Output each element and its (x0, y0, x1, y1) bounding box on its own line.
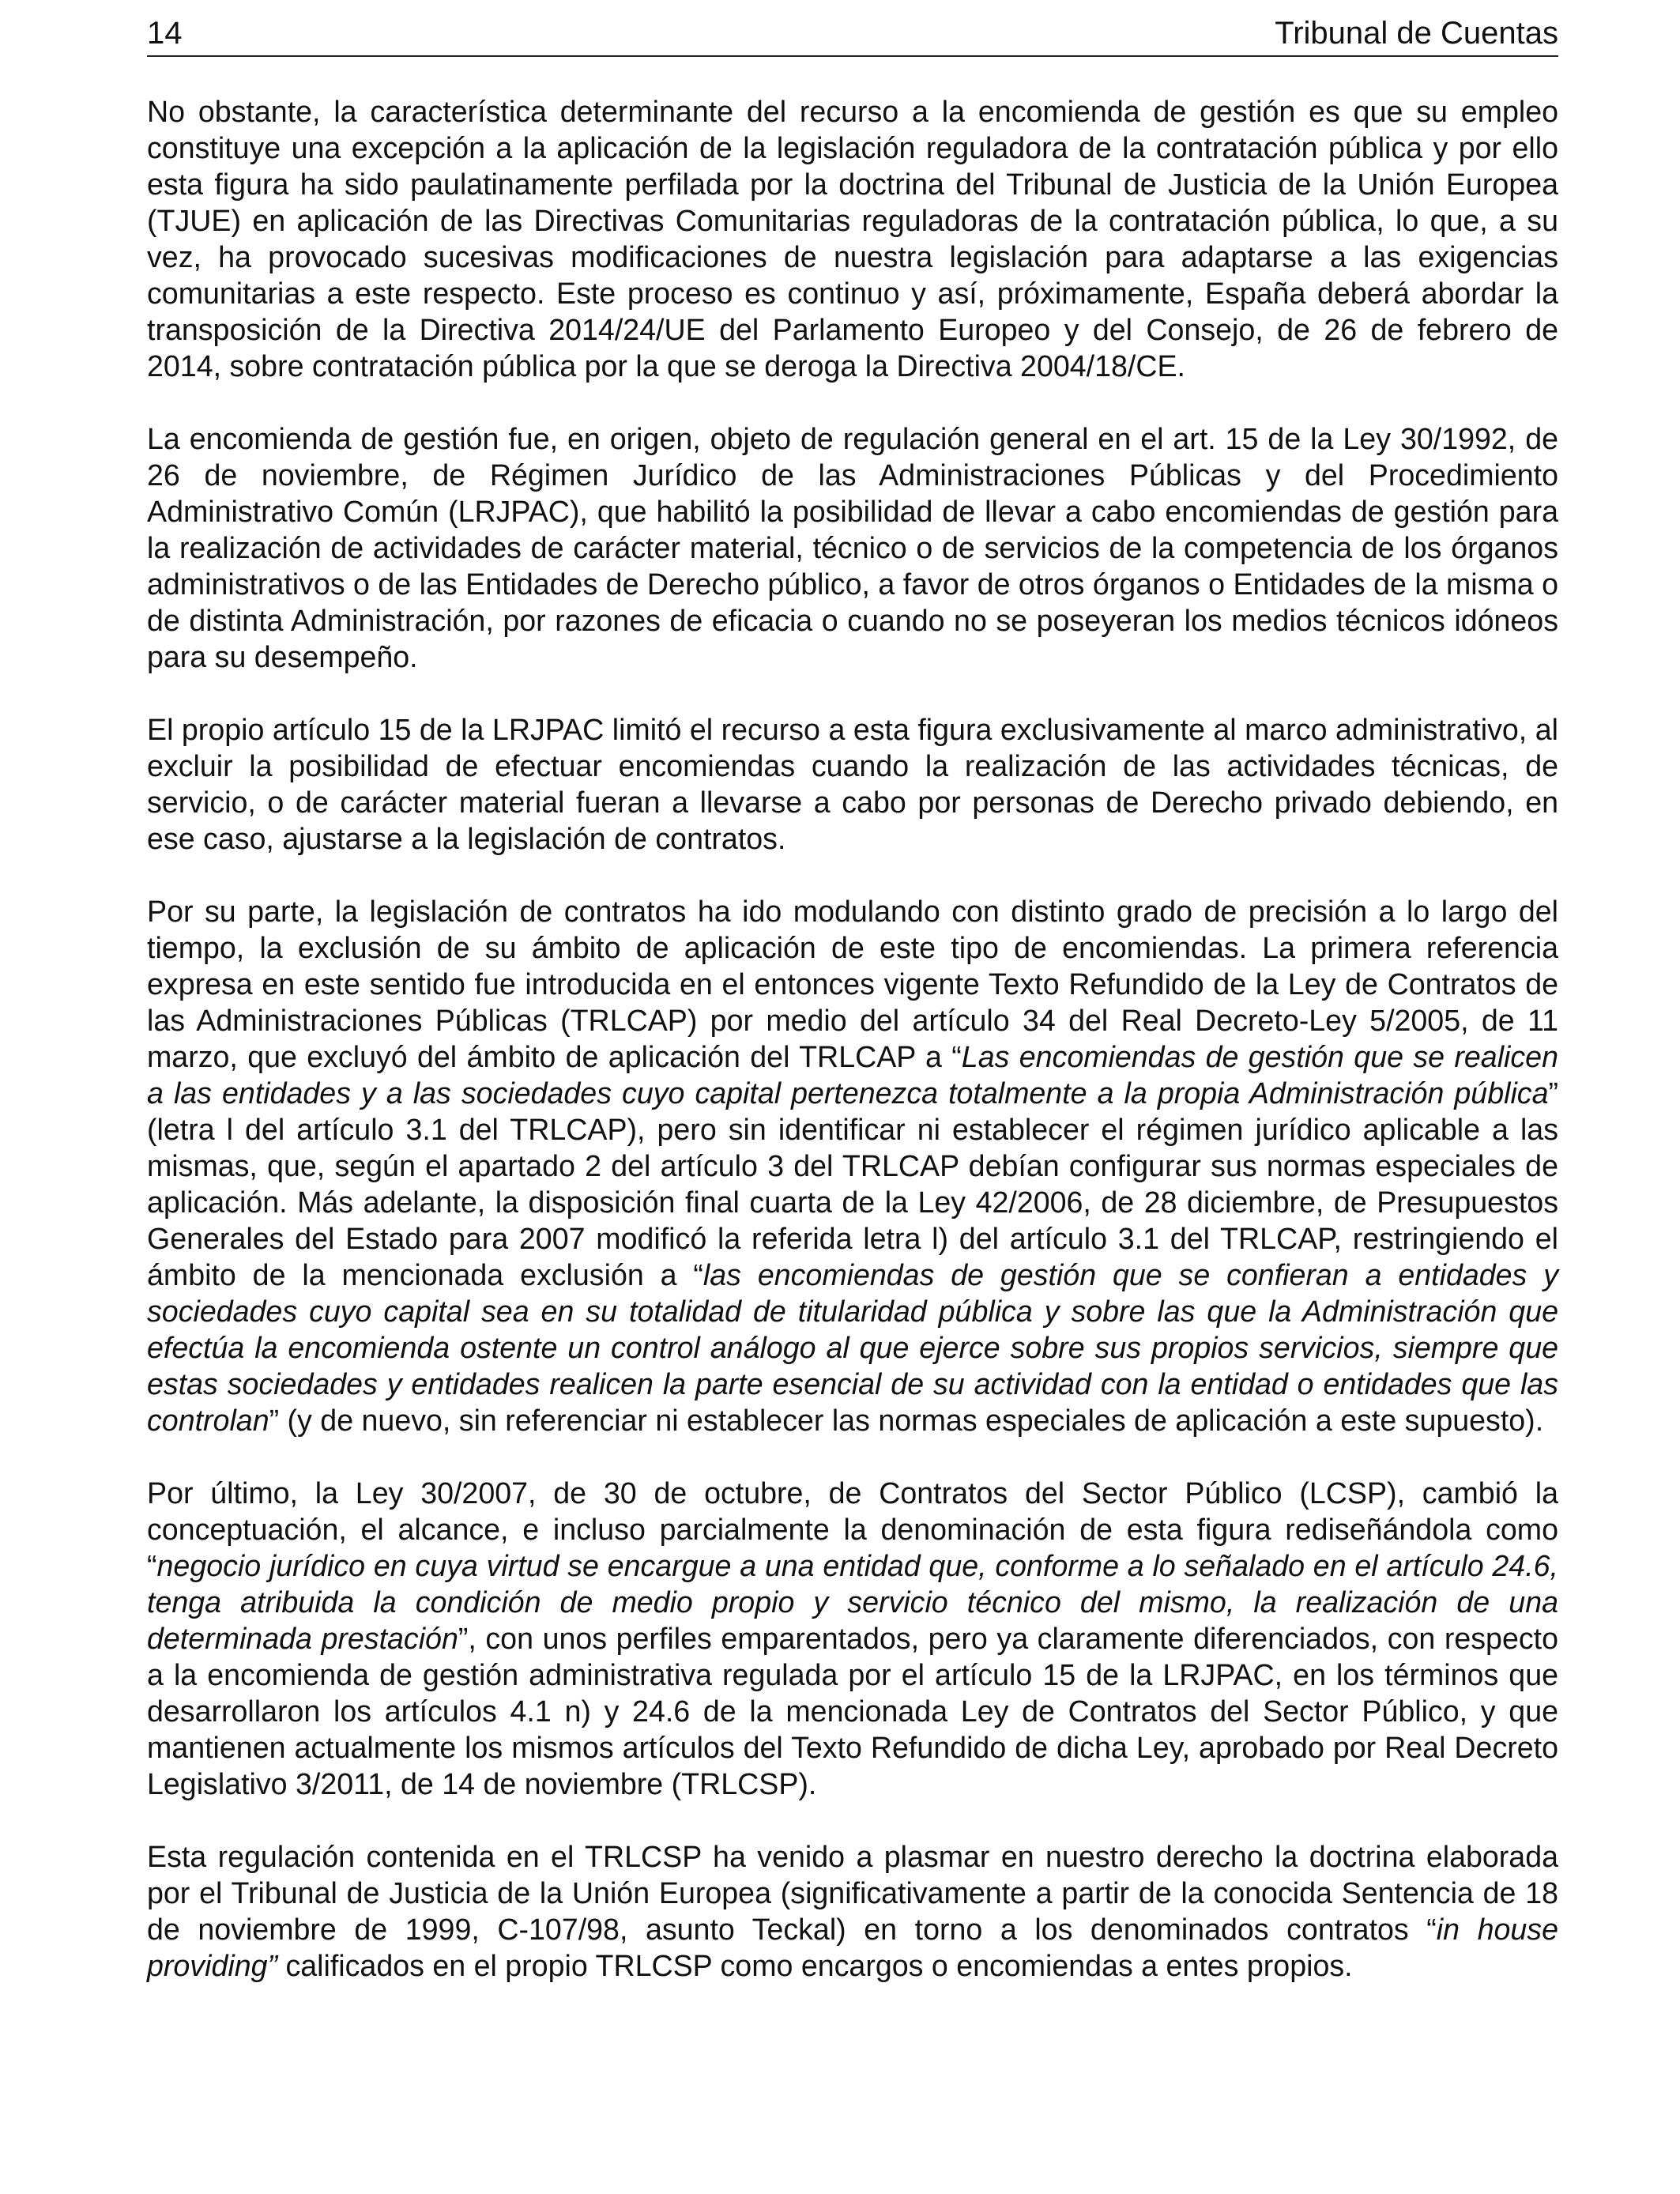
paragraph-5 (147, 1475, 1558, 1802)
paragraph-text: La encomienda de gestión fue, en origen, objeto de regulación general en el art. 15 de la Ley 30/1992, de 26 de noviembre, de Régimen Jurídico de las Administraciones Públicas y del Procedimiento Administrativo Común (LRJPAC), que habilitó la posibilidad de llevar a cabo encomiendas de gestión para la realización de actividades de carácter material, técnico o de servicios de la competencia de los órganos administrativos o de las Entidades de Derecho público, a favor de otros órganos o Entidades de la misma o de distinta Administración, por razones de eficacia o cuando no se poseyeran los medios técnicos idóneos para su desempeño. (147, 422, 1558, 673)
paragraph-text: Por último, la Ley 30/2007, de 30 de octubre, de Contratos del Sector Público (LCSP), cambió la conceptuación, el alcance, e incluso parcialmente la denominación de esta figura rediseñándola como “ (147, 1476, 1558, 1582)
paragraph-text: ” (letra l del artículo 3.1 del TRLCAP), pero sin identificar ni establecer el régimen jurídico aplicable a las mismas, que, según el apartado 2 del artículo 3 del TRLCAP debían configurar sus normas especiales de aplicación. Más adelante, la disposición final cuarta de la Ley 42/2006, de 28 diciembre, de Presupuestos Generales del Estado para 2007 modificó la referida letra l) del artículo 3.1 del TRLCAP, restringiendo el ámbito de la mencionada exclusión a “ (147, 1076, 1558, 1291)
paragraph-text: Esta regulación contenida en el TRLCSP ha venido a plasmar en nuestro derecho la doctrina elaborada por el Tribunal de Justicia de la Unión Europea (significativamente a partir de la conocida Sentencia de 18 de noviembre de 1999, C-107/98, asunto Teckal) en torno a los denominados contratos “ (147, 1840, 1558, 1946)
quoted-text: Las encomiendas de gestión que se realicen a las entidades y a las sociedades cuyo capital pertenezca totalmente a la propia Administración pública (147, 1040, 1558, 1110)
running-title: Tribunal de Cuentas (1275, 16, 1558, 51)
page-header (147, 11, 1558, 57)
paragraph-text: calificados en el propio TRLCSP como encargos o encomiendas a entes propios. (277, 1949, 1353, 1982)
quoted-text: negocio jurídico en cuya virtud se encargue a una entidad que, conforme a lo señalado en el artículo 24.6, tenga atribuida la condición de medio propio y servicio técnico del mismo, la realización de una determinada prestación (147, 1549, 1558, 1655)
paragraph-text: No obstante, la característica determinante del recurso a la encomienda de gestión es que su empleo constituye una excepción a la aplicación de la legislación reguladora de la contratación pública y por ello esta figura ha sido paulatinamente perfilada por la doctrina del Tribunal de Justicia de la Unión Europea (TJUE) en aplicación de las Directivas Comunitarias reguladoras de la contratación pública, lo que, a su vez, ha provocado sucesivas modificaciones de nuestra legislación para adaptarse a las exigencias comunitarias a este respecto. Este proceso es continuo y así, próximamente, España deberá abordar la transposición de la Directiva 2014/24/UE del Parlamento Europeo y del Consejo, de 26 de febrero de 2014, sobre contratación pública por la que se deroga la Directiva 2004/18/CE. (147, 95, 1558, 383)
paragraph-3 (147, 711, 1558, 857)
body-text (147, 93, 1558, 1984)
paragraph-text: ”, con unos perfiles emparentados, pero ya claramente diferenciados, con respecto a la encomienda de gestión administrativa regulada por el artículo 15 de la LRJPAC, en los términos que desarrollaron los artículos 4.1 n) y 24.6 de la mencionada Ley de Contratos del Sector Público, y que mantienen actualmente los mismos artículos del Texto Refundido de dicha Ley, aprobado por Real Decreto Legislativo 3/2011, de 14 de noviembre (TRLCSP). (147, 1622, 1558, 1800)
paragraph-text: Por su parte, la legislación de contratos ha ido modulando con distinto grado de precisión a lo largo del tiempo, la exclusión de su ámbito de aplicación de este tipo de encomiendas. La primera referencia expresa en este sentido fue introducida en el entonces vigente Texto Refundido de la Ley de Contratos de las Administraciones Públicas (TRLCAP) por medio del artículo 34 del Real Decreto-Ley 5/2005, de 11 marzo, que excluyó del ámbito de aplicación del TRLCAP a “ (147, 895, 1558, 1073)
quoted-text: in house providing” (147, 1913, 1558, 1982)
paragraph-text: El propio artículo 15 de la LRJPAC limitó el recurso a esta figura exclusivamente al marco administrativo, al excluir la posibilidad de efectuar encomiendas cuando la realización de las actividades técnicas, de servicio, o de carácter material fueran a llevarse a cabo por personas de Derecho privado debiendo, en ese caso, ajustarse a la legislación de contratos. (147, 713, 1558, 855)
paragraph-2 (147, 420, 1558, 675)
page-number: 14 (147, 16, 183, 51)
paragraph-1 (147, 93, 1558, 384)
paragraph-6 (147, 1838, 1558, 1984)
paragraph-text: ” (y de nuevo, sin referenciar ni establecer las normas especiales de aplicación a este supuesto). (269, 1404, 1544, 1437)
paragraph-4 (147, 893, 1558, 1438)
quoted-text: las encomiendas de gestión que se confieran a entidades y sociedades cuyo capital sea en su totalidad de titularidad pública y sobre las que la Administración que efectúa la encomienda ostente un control análogo al que ejerce sobre sus propios servicios, siempre que estas sociedades y entidades realicen la parte esencial de su actividad con la entidad o entidades que las controlan (147, 1258, 1558, 1437)
